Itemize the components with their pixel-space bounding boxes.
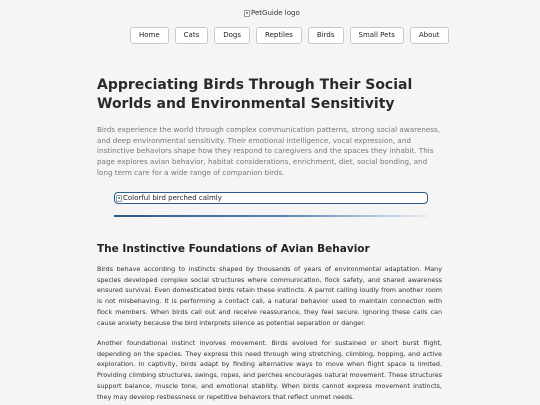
broken-image-icon xyxy=(244,10,250,17)
main-nav xyxy=(130,27,449,44)
nav-dogs-button[interactable]: Dogs xyxy=(214,27,250,44)
section-heading: The Instinctive Foundations of Avian Behavior xyxy=(97,243,370,255)
body-paragraph: Birds behave according to instincts shaped by thousands of years of environmental adaptation. Many species developed complex social structures where communication, flock safety, and shared awareness ensured survival. Even domesticated birds retain these instincts. A parrot calling loudly from another room is not misbehaving. It is performing a contact call, a natural behavior used to maintain connection with flock members. When birds call out and receive reassurance, they feel secure. Ignoring these calls can cause anxiety because the bird interprets silence as potential separation or danger. xyxy=(97,265,442,327)
intro-paragraph: Birds experience the world through complex communication patterns, strong social awareness, and deep environmental sensitivity. Their emotional intelligence, vocal expression, and instinctive behaviors shape how they respond to caregivers and the spaces they inhabit. This page explores avian behavior, habitat considerations, enrichment, diet, social bonding, and long term care for a wide range of companion birds. xyxy=(97,125,441,177)
nav-about-button[interactable]: About xyxy=(410,27,449,44)
hero-divider xyxy=(114,215,428,217)
logo-alt-text: PetGuide logo xyxy=(251,9,300,17)
nav-small-pets-button[interactable]: Small Pets xyxy=(350,27,404,44)
hero-alt-text: Colorful bird perched calmly xyxy=(123,194,222,202)
nav-cats-button[interactable]: Cats xyxy=(175,27,209,44)
broken-image-icon xyxy=(116,195,122,202)
body-paragraph: Another foundational instinct involves movement. Birds evolved for sustained or short burst flight, depending on the species. They express this need through wing stretching, climbing, hopping, and active exploration. In captivity, birds adapt by finding alternative ways to move when flight space is limited. Providing climbing structures, swings, ropes, and perches encourages natural movement. These structures support balance, muscle tone, and emotional stability. When birds cannot express movement instincts, they may develop restlessness or repetitive behaviors that reflect unmet needs. xyxy=(97,339,442,401)
nav-home-button[interactable]: Home xyxy=(130,27,169,44)
site-logo[interactable] xyxy=(244,9,300,17)
nav-reptiles-button[interactable]: Reptiles xyxy=(256,27,302,44)
hero-image xyxy=(114,192,428,204)
page-title: Appreciating Birds Through Their Social Worlds and Environmental Sensitivity xyxy=(97,77,413,112)
nav-birds-button[interactable]: Birds xyxy=(308,27,344,44)
